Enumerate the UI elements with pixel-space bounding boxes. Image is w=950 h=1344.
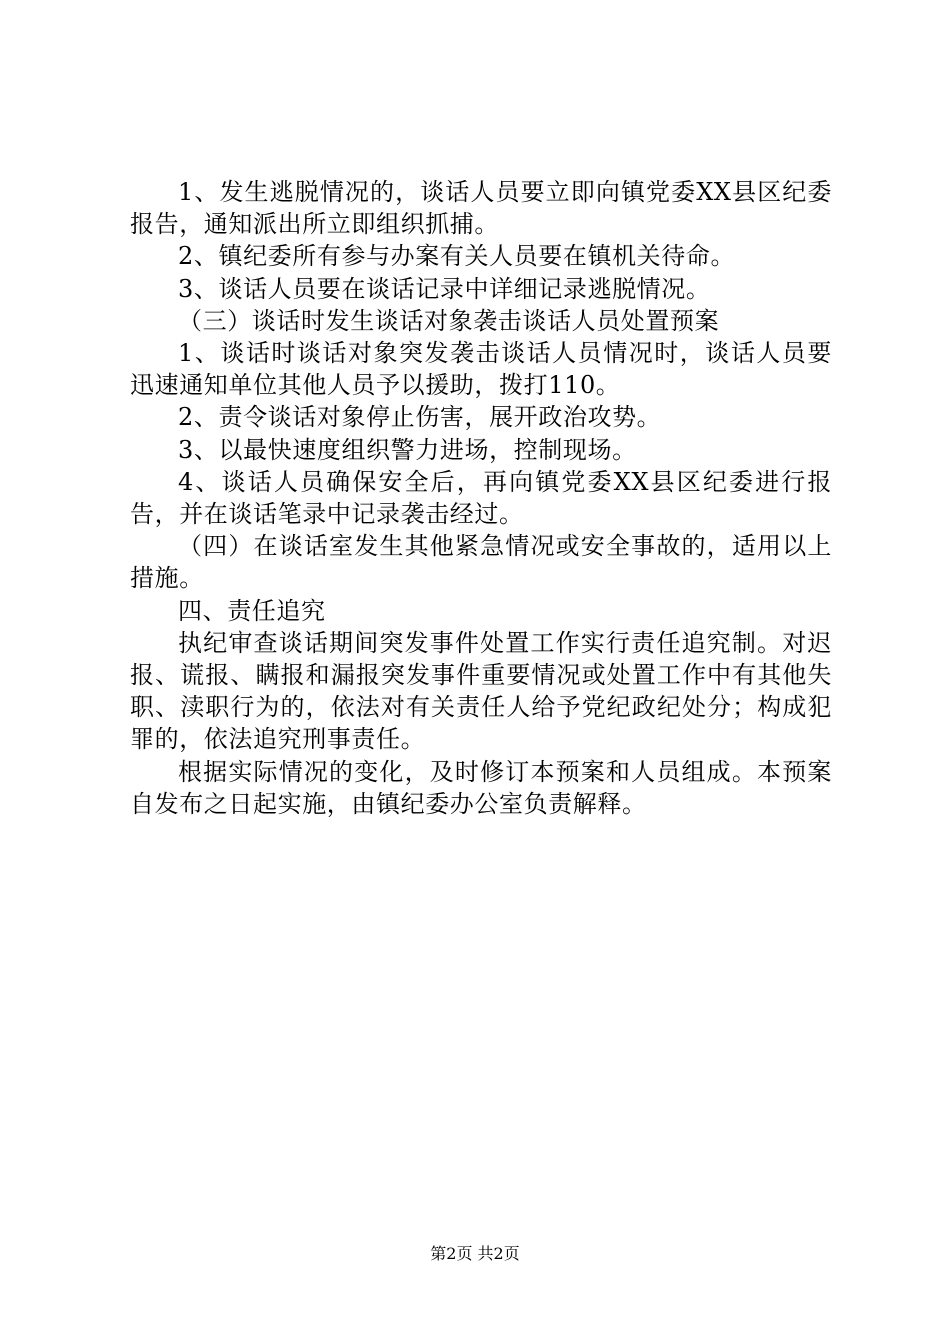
- paragraph-record-escape: 3、谈话人员要在谈话记录中详细记录逃脱情况。: [178, 274, 711, 303]
- paragraph-attack-notify: 1、谈话时谈话对象突发袭击谈话人员情况时，谈话人员要迅速通知单位其他人员予以援助，拨打110。: [130, 339, 832, 400]
- paragraph-staff-standby: 2、镇纪委所有参与办案有关人员要在镇机关待命。: [178, 242, 736, 271]
- paragraph-escape-report: 1、发生逃脱情况的，谈话人员要立即向镇党委XX县区纪委报告，通知派出所立即组织抓捕。: [130, 178, 832, 239]
- section-heading-accountability: 四、责任追究: [178, 596, 326, 625]
- section-heading-other-emergencies: （四）在谈话室发生其他紧急情况或安全事故的，适用以上措施。: [130, 532, 832, 593]
- document-body: [130, 176, 832, 820]
- paragraph-accountability: 执纪审查谈话期间突发事件处置工作实行责任追究制。对迟报、谎报、瞒报和漏报突发事件重要情况或处置工作中有其他失职、渎职行为的，依法对有关责任人给予党纪政纪处分；构成犯罪的，依法追究刑事责任。: [130, 628, 832, 754]
- paragraph-revision: 根据实际情况的变化，及时修订本预案和人员组成。本预案自发布之日起实施，由镇纪委办公室负责解释。: [130, 757, 832, 818]
- paragraph-police-control: 3、以最快速度组织警力进场，控制现场。: [178, 435, 637, 464]
- paragraph-stop-harm: 2、责令谈话对象停止伤害，展开政治攻势。: [178, 403, 662, 432]
- paragraph-report-after-safe: 4、谈话人员确保安全后，再向镇党委XX县区纪委进行报告，并在谈话笔录中记录袭击经过。: [130, 467, 832, 529]
- page-footer: 第2页 共2页: [430, 1244, 520, 1263]
- section-heading-attack-plan: （三）谈话时发生谈话对象袭击谈话人员处置预案: [178, 306, 720, 335]
